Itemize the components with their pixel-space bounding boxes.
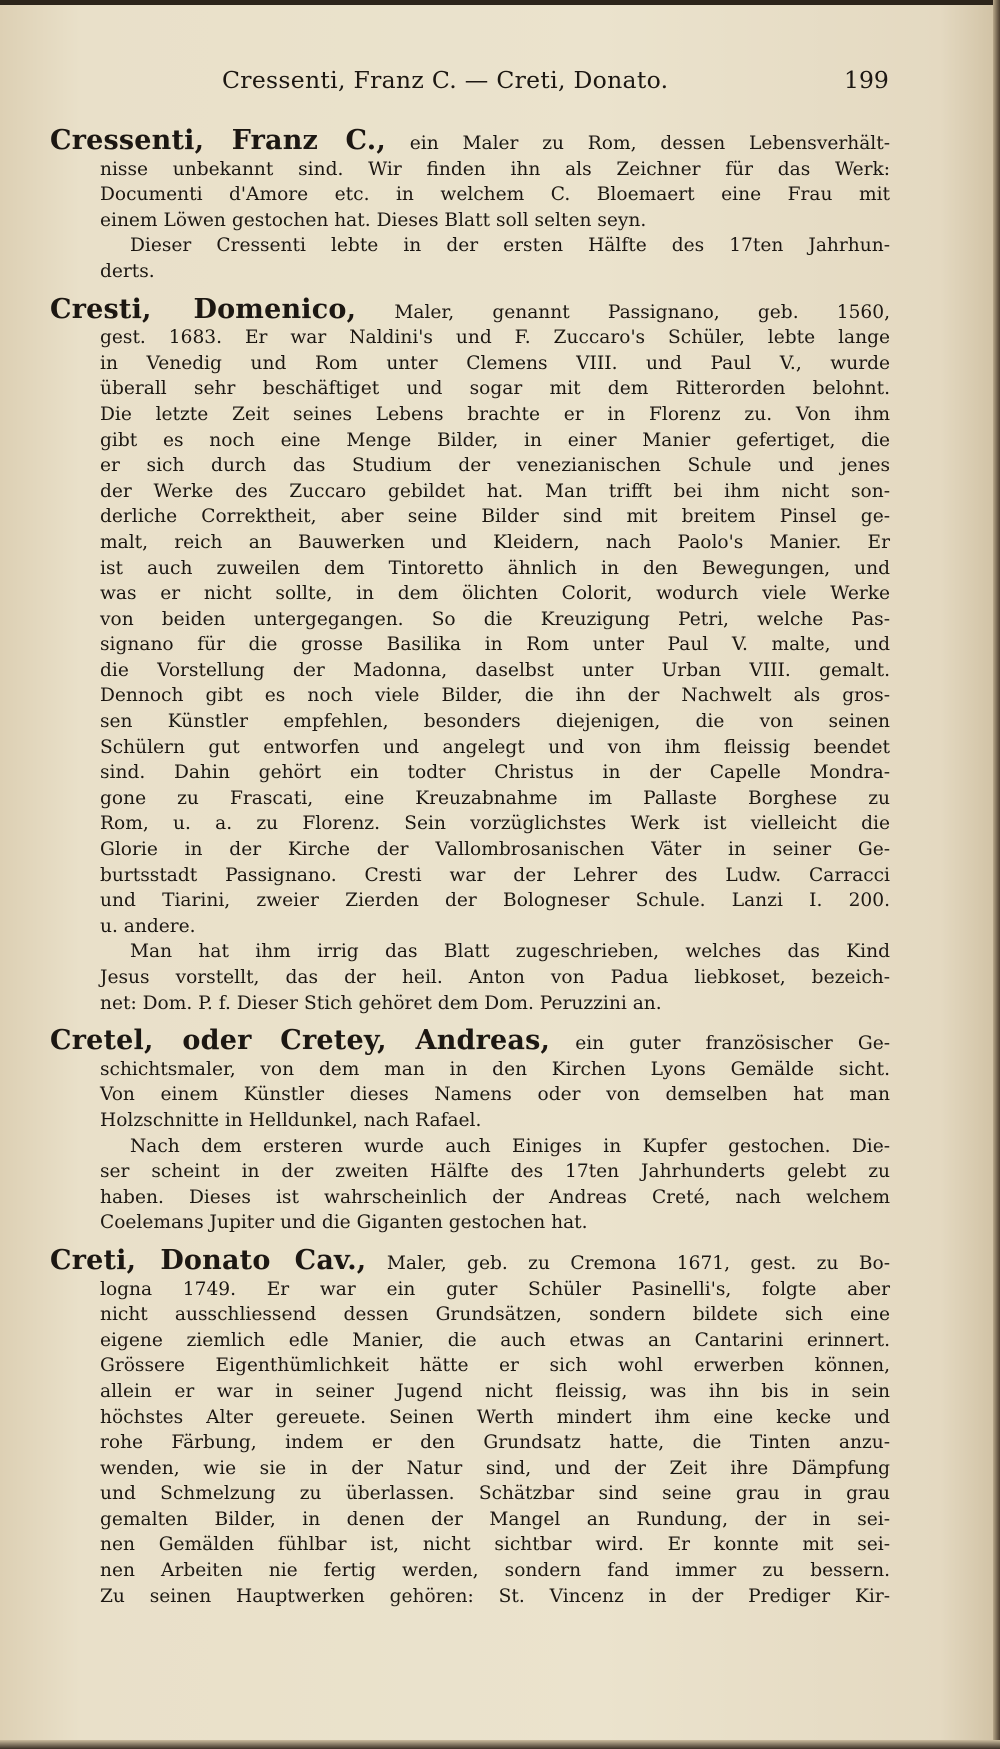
bottom-edge-shadow	[0, 1740, 1000, 1749]
entry-first-line	[50, 293, 890, 326]
running-head: Cressenti, Franz C. — Creti, Donato.	[222, 66, 669, 94]
entry-line: derts.	[100, 260, 155, 282]
dictionary-content	[50, 125, 890, 1621]
headword: Cretel, oder Cretey, Andreas,	[50, 1025, 551, 1057]
entry-line: Rom, u. a. zu Florenz. Sein vorzüglichstes Werk ist vielleicht die	[100, 813, 890, 835]
entry-line: u. andere.	[100, 915, 196, 937]
entry-line: gest. 1683. Er war Naldini's und F. Zuccaro's Schüler, lebte lange	[100, 327, 890, 349]
entry-line: wenden, wie sie in der Natur sind, und der Zeit ihre Dämpfung	[100, 1457, 890, 1479]
top-edge-shadow	[0, 0, 1000, 5]
entry-line: der Werke des Zuccaro gebildet hat. Man trifft bei ihm nicht son-	[100, 480, 890, 502]
entry-first-line	[50, 125, 890, 157]
entry-line: eigene ziemlich edle Manier, die auch etwas an Cantarini erinnert.	[100, 1329, 890, 1351]
entry-line: net: Dom. P. f. Dieser Stich gehöret dem Dom. Peruzzini an.	[100, 992, 662, 1014]
entry-line: signano für die grosse Basilika in Rom unter Paul V. malte, und	[100, 634, 890, 656]
entry-line: ist auch zuweilen dem Tintoretto ähnlich in den Bewegungen, und	[100, 557, 890, 579]
entry-line: Die letzte Zeit seines Lebens brachte er in Florenz zu. Von ihm	[100, 403, 890, 425]
entry-line: Glorie in der Kirche der Vallombrosanischen Väter in seiner Ge-	[100, 839, 890, 861]
entry-line: logna 1749. Er war ein guter Schüler Pasinelli's, folgte aber	[100, 1278, 890, 1300]
entry-cresti	[50, 293, 890, 1017]
entry-line: Zu seinen Hauptwerken gehören: St. Vincenz in der Prediger Kir-	[100, 1585, 890, 1607]
entry-first-line	[50, 1244, 890, 1277]
right-edge-shadow	[993, 0, 1000, 1749]
entry-line: nicht ausschliessend dessen Grundsätzen, sondern bildete sich eine	[100, 1304, 890, 1326]
entry-line: gemalten Bilder, in denen der Mangel an Rundung, der in sei-	[100, 1508, 890, 1530]
entry-line: einem Löwen gestochen hat. Dieses Blatt soll selten seyn.	[100, 209, 647, 231]
entry-line: Nach dem ersteren wurde auch Einiges in Kupfer gestochen. Die-	[130, 1135, 890, 1157]
entry-line: Schülern gut entworfen und angelegt und von ihm fleissig beendet	[100, 736, 890, 758]
entry-line: was er nicht sollte, in dem ölichten Colorit, wodurch viele Werke	[100, 583, 890, 605]
entry-line: Von einem Künstler dieses Namens oder von demselben hat man	[100, 1084, 890, 1106]
entry-line: Dennoch gibt es noch viele Bilder, die ihn der Nachwelt als gros-	[100, 685, 890, 707]
entry-line: ein guter französischer Ge-	[550, 1033, 890, 1055]
entry-line: Maler, genannt Passignano, geb. 1560,	[356, 301, 890, 323]
entry-line: Maler, geb. zu Cremona 1671, gest. zu Bo-	[366, 1252, 890, 1274]
entry-line: und Schmelzung zu überlassen. Schätzbar sind seine grau in grau	[100, 1483, 890, 1505]
entry-line: die Vorstellung der Madonna, daselbst unter Urban VIII. gemalt.	[100, 659, 890, 681]
entry-line: er sich durch das Studium der venezianischen Schule und jenes	[100, 455, 890, 477]
entry-line: höchstes Alter gereuete. Seinen Werth mindert ihm eine kecke und	[100, 1406, 890, 1428]
entry-creti	[50, 1244, 890, 1609]
page-number: 199	[844, 66, 889, 94]
entry-cressenti	[50, 125, 890, 285]
entry-line: Dieser Cressenti lebte in der ersten Hälfte des 17ten Jahrhun-	[130, 235, 890, 257]
headword: Creti, Donato Cav.,	[50, 1244, 367, 1276]
entry-line: rohe Färbung, indem er den Grundsatz hatte, die Tinten anzu-	[100, 1432, 890, 1454]
entry-line: und Tiarini, zweier Zierden der Bologneser Schule. Lanzi I. 200.	[100, 890, 890, 912]
entry-first-line	[50, 1025, 890, 1057]
entry-line: in Venedig und Rom unter Clemens VIII. und Paul V., wurde	[100, 352, 890, 374]
entry-line: ser scheint in der zweiten Hälfte des 17ten Jahrhunderts gelebt zu	[100, 1161, 890, 1183]
entry-line: Grössere Eigenthümlichkeit hätte er sich wohl erwerben können,	[100, 1355, 890, 1377]
entry-line: sen Künstler empfehlen, besonders diejenigen, die von seinen	[100, 711, 890, 733]
entry-line: schichtsmaler, von dem man in den Kirchen Lyons Gemälde sicht.	[100, 1058, 890, 1080]
entry-line: burtsstadt Passignano. Cresti war der Lehrer des Ludw. Carracci	[100, 864, 890, 886]
entry-line: nisse unbekannt sind. Wir finden ihn als Zeichner für das Werk:	[100, 158, 890, 180]
entry-line: allein er war in seiner Jugend nicht fleissig, was ihn bis in sein	[100, 1380, 890, 1402]
headword: Cresti, Domenico,	[50, 293, 357, 325]
entry-line: von beiden untergegangen. So die Kreuzigung Petri, welche Pas-	[100, 608, 890, 630]
headword: Cressenti, Franz C.,	[50, 125, 386, 156]
entry-line: sind. Dahin gehört ein todter Christus in der Capelle Mondra-	[100, 762, 890, 784]
entry-line: Documenti d'Amore etc. in welchem C. Bloemaert eine Frau mit	[100, 184, 890, 206]
entry-line: nen Arbeiten nie fertig werden, sondern fand immer zu bessern.	[100, 1560, 890, 1582]
entry-line: haben. Dieses ist wahrscheinlich der Andreas Creté, nach welchem	[100, 1186, 890, 1208]
entry-line: nen Gemälden fühlbar ist, nicht sichtbar wird. Er konnte mit sei-	[100, 1534, 890, 1556]
entry-line: malt, reich an Bauwerken und Kleidern, nach Paolo's Manier. Er	[100, 531, 890, 553]
entry-cretel	[50, 1025, 890, 1236]
entry-line: überall sehr beschäftiget und sogar mit dem Ritterorden belohnt.	[100, 378, 890, 400]
entry-line: Jesus vorstellt, das der heil. Anton von Padua liebkoset, bezeich-	[100, 967, 890, 988]
entry-line: Holzschnitte in Helldunkel, nach Rafael.	[100, 1109, 482, 1131]
entry-line: Coelemans Jupiter und die Giganten gestochen hat.	[100, 1212, 588, 1234]
entry-line: gibt es noch eine Menge Bilder, in einer Manier gefertiget, die	[100, 429, 890, 451]
page-header	[0, 64, 1000, 104]
entry-line: derliche Correktheit, aber seine Bilder sind mit breitem Pinsel ge-	[100, 506, 890, 528]
entry-line: gone zu Frascati, eine Kreuzabnahme im Pallaste Borghese zu	[100, 787, 890, 809]
entry-line: Man hat ihm irrig das Blatt zugeschrieben, welches das Kind	[130, 941, 890, 963]
entry-line: ein Maler zu Rom, dessen Lebensverhält-	[385, 133, 890, 154]
